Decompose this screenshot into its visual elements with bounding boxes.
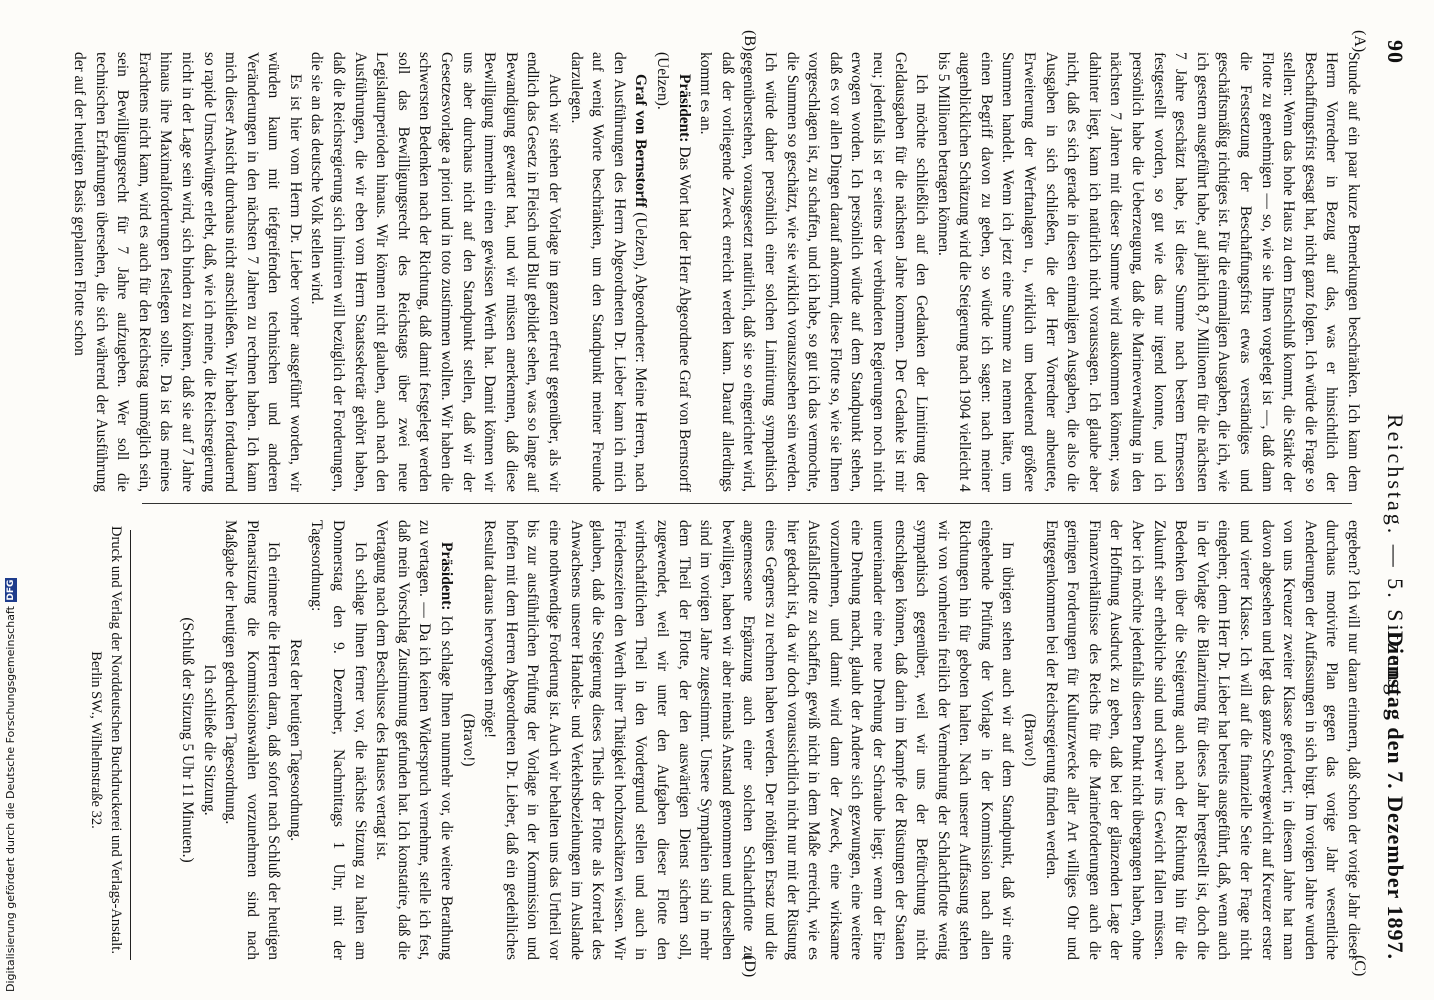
- paragraph: Im übrigen stehen auch wir auf dem Standpunkt, daß wir eine eingehende Prüfung der Vorlage in der Kommission nach allen Richtungen hin für geboten halten. Nach unserer Auffassung stehen wir von vornherein freilich der Vermehrung der Schlachtflotte wenig sympathisch gegenüber, weil wir uns der Befürchtung nicht entschlagen können, daß darin im Kampfe der Rüstungen der Staaten untereinander eine neue Drehung der Schraube liegt; wenn der Eine eine Drehung macht, glaubt der Andere sich gezwungen, eine weitere vorzunehmen, und damit wird dann der Zweck, eine wirksame Ausfallsflotte zu schaffen, gewiß nicht in dem Maße erreicht, wie es hier gedacht ist, da wir doch voraussichtlich nicht nur mit der Rüstung eines Gegners zu rechnen haben werden. Der nöthigen Ersatz und die angemessene Ergänzung auch einer solchen Schlachtflotte zu bewilligen, haben wir aber niemals Anstand genommen und derselben sind im vorigen Jahre zugestimmt. Unsere Sympathien sind in mehr dem Theil der Flotte, der den auswärtigen Dienst sichern soll, zugewendet, weil wir unter den Aufgaben dieser Flotte den wirthschaftlichen Theil in den Vordergrund stellen und auch in Friedenszeiten den Werth ihrer Thätigkeit hochzuschätzen wissen. Wir glauben, daß die Steigerung dieses Theils der Flotte als Korrelat des Anwachsens unserer Handels- und Verkehrsbeziehungen im Auslande eine nothwendige Forderung ist. Auch wir behalten uns das Urtheil vor bis zur ausführlichen Prüfung der Vorlage in der Kommission und hoffen mit dem Herren Abgeordneten Dr. Lieber, daß ein gedeihliches Resultat daraus hervorgehen möge!: [481, 520, 1017, 960]
- speech-text: (Uelzen), Abgeordneter: Meine Herren, nach den Ausführungen des Herrn Abgeordneten Dr. Lieber kann ich mich auf wenig Worte beschränken, um den Standpunkt meiner Freunde darzulegen.: [567, 52, 650, 493]
- margin-mark-a: (A): [1351, 30, 1368, 53]
- imprint-rule: [130, 530, 131, 960]
- page-header: [1372, 40, 1408, 960]
- paragraph: Ich möchte schließlich auf den Gedanken der Limitirung der Geldausgaben für die nächsten Jahre kommen. Der Gedanke ist mir neu; jedenfalls ist er seitens der verbündeten Regierungen noch nicht erwogen worden. Ich persönlich würde auf dem Standpunkt stehen, daß es vor allen Dingen darauf ankommt, diese Flotte so, wie sie Ihnen vorgeschlagen ist, zu schaffen, und ich habe, so gut ich das vermochte, die Summen so geschätzt, wie sie wirklich vorauszusehen sein werden. Ich würde daher persönlich einer solchen Limitirung sympathisch gegenüberstehen, vorausgesetzt natürlich, daß sie so eingerichtet wird, daß der vorliegende Zweck erreicht werden kann. Darauf allerdings kommt es an.: [697, 52, 931, 492]
- paragraph: Ich schlage Ihnen ferner vor, die nächste Sitzung zu halten am Donnerstag den 9. Dezember, Nachmittags 1 Uhr, mit der Tagesordnung:: [308, 520, 369, 960]
- paragraph: ergeben? Ich will nur daran erinnern, daß schon der vorige Jahr dieser durchaus motivirte Plan gegen das vorige Jahr wesentliche Aenderungen der Auffassungen in sich birgt. Im vorigen Jahre wurden von uns Kreuzer zweiter Klasse gefordert; in diesem Jahre hat man davon abgesehen und legt das ganze Schwergewicht auf Kreuzer erster und vierter Klasse. Ich will auf die finanzielle Seite der Frage nicht eingehen; denn Herr Dr. Lieber hat bereits ausgeführt, daß, wenn auch in der Vorlage die Bilanzirung für dieses Jahr hergestellt ist, doch die Bedenken über die Steigerung auch nach der Richtung hin für die Zukunft sehr erhebliche sind und schwer ins Gewicht fallen müssen. Aber ich möchte jedenfalls diesen Punkt nicht übergangen haben, ohne der Hoffnung Ausdruck zu geben, daß bei der glänzenden Lage der Finanzverhältnisse des Reichs für die Marineforderungen auch die geringen Forderungen für Kulturzwecke aller Art williges Ohr und Entgegenkommen bei der Reichsregierung finden werden.: [1042, 520, 1362, 960]
- president-remark: [371, 520, 457, 960]
- closing-remark: Ich schließe die Sitzung.: [200, 664, 218, 816]
- president-remark: [651, 52, 694, 492]
- speaker-remark: [565, 52, 651, 492]
- applause-note: (Bravo!): [1021, 713, 1039, 767]
- right-column: [176, 520, 1364, 960]
- paragraph: Ich erinnere die Herren daran, daß sofort nach Schluß der heutigen Plenarsitzung die Kommissionswahlen vorzunehmen sind nach Maßgabe der heutigen gedruckten Tagesordnung.: [222, 520, 283, 960]
- imprint-line: Druck und Verlag der Norddeutschen Buchdruckerei und Verlags-Anstalt.: [108, 526, 124, 954]
- digitization-credit: Digitalisierung gefördert durch die Deutsche Forschungsgemeinschaft: [4, 606, 17, 992]
- paragraph: Es ist hier vom Herrn Dr. Lieber vorher ausgeführt worden, wir würden kaum mit tiefgreifenden technischen und anderen Veränderungen in den nächsten 7 Jahren zu rechnen haben. Ich kann mich dieser Ansicht durchaus nicht anschließen. Wir haben fortdauernd so rapide Umschwünge erlebt, daß, wie ich meine, die Reichsregierung nicht in der Lage sein wird, sich binden zu können, daß sie auf 7 Jahre hinaus ihre Maximalforderungen festlegen sollte. Da ist das meines Erachtens nicht kann, wird es auch für den Reichstag unmöglich sein, sein Bewilligungsrecht für 7 Jahre aufzugeben. Wer soll die technischen Erfahrungen übersehen, die sich während der Ausführung der auf der heutigen Basis geplanten Flotte schon: [70, 52, 304, 492]
- page-title: Reichstag. — 5. Sitzung.: [1383, 414, 1408, 706]
- applause-note: (Bravo!): [459, 713, 477, 767]
- margin-mark-d: (D): [741, 955, 758, 978]
- speaker-label: Präsident:: [438, 542, 456, 611]
- margin-mark-c: (C): [1351, 955, 1368, 977]
- digitization-footer: [0, 0, 22, 1000]
- imprint-line: Berlin SW., Wilhelmstraße 32.: [88, 651, 104, 829]
- speaker-label: Präsident:: [675, 74, 693, 143]
- column-divider: [142, 503, 1352, 504]
- speech-text: Das Wort hat der Herr Abgeordnete Graf von Bernstorff (Uelzen).: [654, 52, 693, 492]
- closing-time: (Schluß der Sitzung 5 Uhr 11 Minuten.): [178, 617, 196, 863]
- left-column: [68, 52, 1364, 492]
- paragraph: Stunde auf ein paar kurze Bemerkungen beschränken. Ich kann dem Herrn Vorredner in Bezug auf das, was er hinsichtlich der Beschaffungsfrist gesagt hat, nicht ganz folgen. Ich würde die Frage so stellen: Wenn das hohe Haus zu dem Entschluß kommt, die Stärke der Flotte zu genehmigen — so, wie sie Ihnen vorgelegt ist —, daß dann die Festsetzung der Beschaffungsfrist etwas verständiges und geschäftsmäßig richtiges ist. Für die einmaligen Ausgaben, die ich, wie ich gestern ausgeführt habe, auf jährlich 8,7 Millionen für die nächsten 7 Jahre geschätzt habe, ist diese Summe nach bestem Ermessen festgestellt worden, so gut wie das nur irgend konnte, und ich persönlich habe die Ueberzeugung, daß die Marineverwaltung in den nächsten 7 Jahren mit dieser Summe wird auskommen können; was dahinter liegt, kann ich natürlich nicht voraussagen. Ich glaube aber nicht, daß es sich gerade in diesen einmaligen Ausgaben, die also die Ausgaben in sich schließen, die der Herr Vorredner anbeutete, Erweiterung der Werftanlagen u., wirklich um bedeutend größere Summen handelt. Wenn ich jetzt eine Summe zu nennen hätte, um einen Begriff davon zu geben, so würde ich sagen: nach meiner augenblicklichen Schätzung wird die Steigerung nach 1904 vielleicht 4 bis 5 Millionen betragen können.: [934, 52, 1362, 492]
- agenda-item: Rest der heutigen Tagesordnung.: [286, 638, 304, 842]
- imprint: [86, 520, 126, 960]
- page-number: 90: [1383, 40, 1408, 64]
- page-date: Dienstag den 7. Dezember 1897.: [1383, 631, 1408, 960]
- dfg-logo-icon: DFG: [5, 579, 16, 601]
- speech-text: Ich schlage Ihnen nunmehr vor, die weitere Berathung zu vertagen. — Da ich keinen Widerspruch vernehme, stelle ich fest, daß mein Vorschlag Zustimmung gefunden hat. Ich konstatire, daß die Vertagung nach dem Beschlusse des Hauses vertagt ist.: [373, 520, 456, 960]
- speaker-label: Graf von Bernstorff: [632, 74, 650, 208]
- paragraph: Auch wir stehen der Vorlage im ganzen erfreut gegenüber, als wir endlich das Gesetz in Fleisch und Blut gebildet sehen, was so lange auf Bewandigung gewartet hat, und wir müssen anerkennen, daß diese Bewilligung immerhin einen gewissen Werth hat. Damit können wir uns aber durchaus nicht auf den Standpunkt stellen, daß wir der Gesetzesvorlage a priori und in toto zustimmen wollten. Wir haben die schwersten Bedenken nach der Richtung, daß damit festgelegt werden soll das Bewilligungsrecht des Reichstags über zwei neue Legislaturperioden hinaus. Wir können nicht glauben, auch nach den Ausführungen, die wir eben vom Herrn Staatssekretär gehört haben, daß die Reichsregierung sich limitiren will bezüglich der Forderungen, die sie an das deutsche Volk stellen wird.: [308, 52, 564, 492]
- margin-mark-b: (B): [741, 30, 758, 52]
